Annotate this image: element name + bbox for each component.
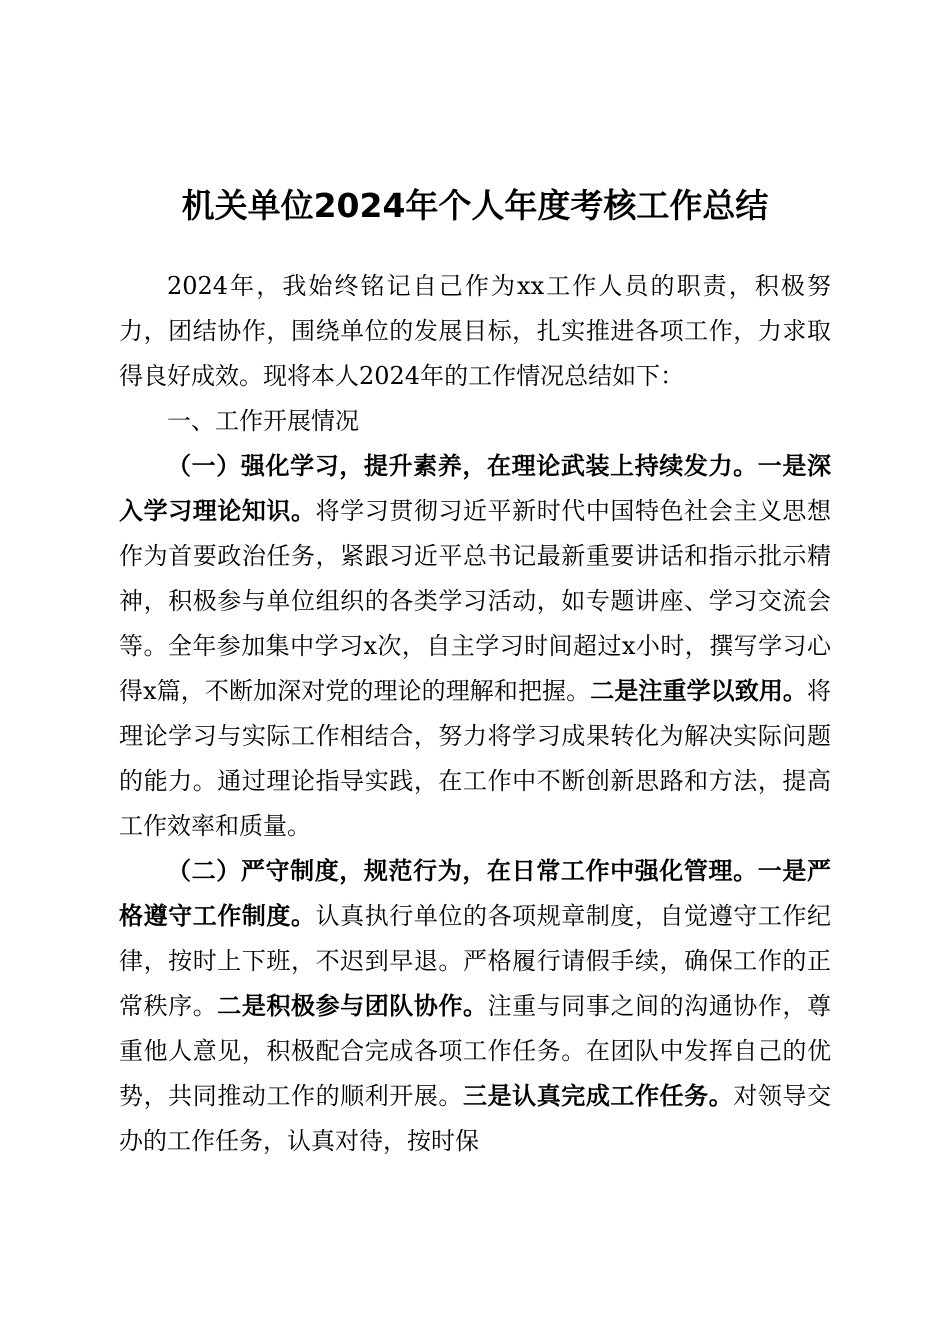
- paragraph-discipline: [119, 849, 831, 1164]
- discipline-point2-heading: 二是积极参与团队协作。: [217, 992, 488, 1020]
- paragraph-discipline-lead: （二）严守制度，规范行为，在日常工作中强化管理。: [167, 857, 758, 885]
- discipline-point3-text: 对领导交办的工作任务，认真对待，按时保: [119, 1082, 832, 1155]
- paragraph-study: [119, 444, 831, 849]
- discipline-point2-text: 注重与同事之间的沟通协作，尊重他人意见，积极配合完成各项工作任务。在团队中发挥自己的优势，共同推动工作的顺利开展。: [119, 992, 832, 1110]
- discipline-point1-heading: 一是严格遵守工作制度。: [119, 857, 832, 930]
- section-heading-1: 一、工作开展情况: [167, 407, 359, 435]
- discipline-point3-heading: 三是认真完成工作任务。: [463, 1082, 734, 1110]
- document-title: 机关单位2024年个人年度考核工作总结: [181, 186, 769, 225]
- document-body: [119, 264, 831, 1164]
- paragraph-study-lead: （一）强化学习，提升素养，在理论武装上持续发力。: [167, 452, 758, 480]
- study-point1-text: 将学习贯彻习近平新时代中国特色社会主义思想作为首要政治任务，紧跟习近平总书记最新重要讲话和指示批示精神，积极参与单位组织的各类学习活动，如专题讲座、学习交流会等。全年参加集中学习x次，自主学习时间超过x小时，撰写学习心得x篇，不断加深对党的理论的理解和把握。: [119, 497, 832, 705]
- intro-paragraph: 2024年，我始终铭记自己作为xx工作人员的职责，积极努力，团结协作，围绕单位的发展目标，扎实推进各项工作，力求取得良好成效。现将本人2024年的工作情况总结如下：: [119, 272, 831, 390]
- study-point2-text: 将理论学习与实际工作相结合，努力将学习成果转化为解决实际问题的能力。通过理论指导实践，在工作中不断创新思路和方法，提高工作效率和质量。: [119, 677, 831, 840]
- study-point2-heading: 二是注重学以致用。: [590, 677, 807, 705]
- discipline-point1-text: 认真执行单位的各项规章制度，自觉遵守工作纪律，按时上下班，不迟到早退。严格履行请假手续，确保工作的正常秩序。: [119, 902, 832, 1020]
- study-point1-heading: 一是深入学习理论知识。: [119, 452, 832, 525]
